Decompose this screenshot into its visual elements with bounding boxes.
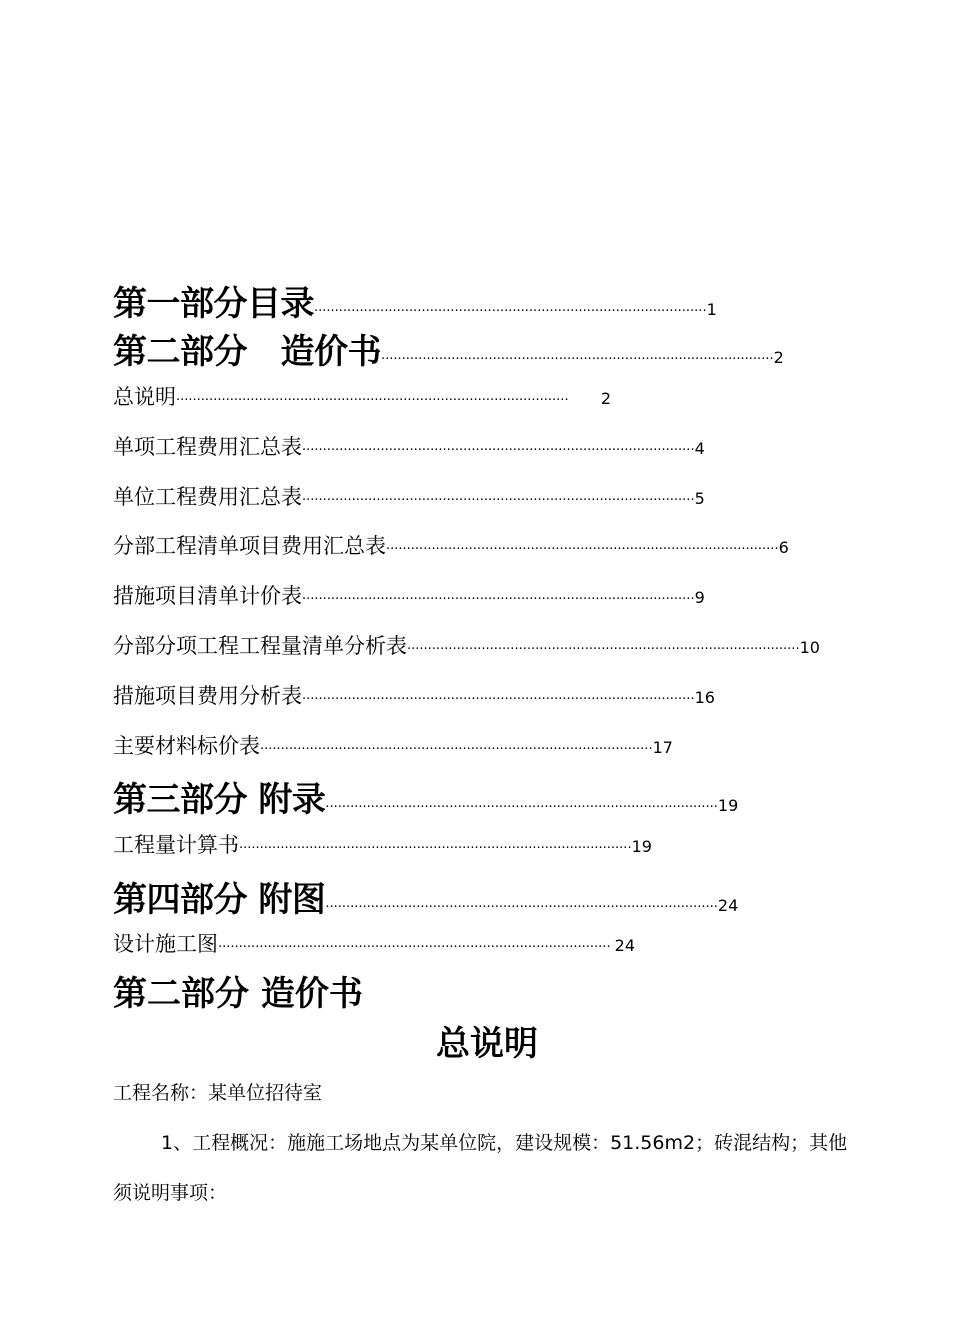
toc-page-number: 6: [778, 538, 789, 557]
summary-heading: 总说明: [436, 1024, 538, 1064]
toc-page-number: 19: [717, 796, 739, 815]
toc-entry: [113, 772, 739, 821]
toc-page-number: 17: [652, 738, 673, 757]
toc-entry: [113, 381, 611, 411]
toc-entry: [113, 276, 717, 325]
toc-leader-dots: ·······························································································: [260, 742, 653, 757]
toc-entry: [113, 530, 789, 560]
toc-leader-dots: ·······························································································: [239, 841, 632, 856]
toc-leader-dots: ·······························································································: [386, 542, 779, 557]
toc-leader-dots: ·······························································································: [302, 493, 695, 508]
toc-page-number: 24: [614, 936, 635, 955]
toc-entry: [113, 580, 705, 610]
toc-entry-title: 分部分项工程工程量清单分析表: [113, 634, 407, 658]
toc-entry: [113, 829, 652, 859]
toc-leader-dots: ·······························································································: [302, 443, 695, 458]
toc-entry: [113, 680, 715, 710]
toc-page-number: 16: [694, 688, 715, 707]
toc-entry-title: 设计施工图: [113, 932, 218, 956]
toc-entry-title: 第二部分 造价书: [113, 332, 381, 372]
toc-leader-dots: ·······························································································: [407, 642, 800, 657]
toc-entry-title: 措施项目清单计价表: [113, 584, 302, 608]
toc-leader-dots: ·······························································································: [176, 393, 569, 408]
toc-leader-dots: ·······························································································: [381, 352, 774, 367]
toc-leader-dots: ·······························································································: [302, 592, 695, 607]
toc-page-number: 1: [706, 300, 717, 319]
toc-entry: [113, 730, 673, 760]
toc-entry: [113, 324, 784, 373]
toc-entry: [113, 928, 635, 958]
toc-page-number: 5: [694, 489, 705, 508]
toc-entry-title: 第四部分 附图: [113, 880, 326, 920]
toc-page-number: 24: [717, 896, 739, 915]
project-overview-line: 1、工程概况：施施工场地点为某单位院，建设规模：51.56m2；砖混结构；其他: [161, 1132, 848, 1154]
toc-leader-dots: ·······························································································: [314, 304, 707, 319]
toc-entry-title: 分部工程清单项目费用汇总表: [113, 534, 386, 558]
toc-page-number: 4: [694, 439, 705, 458]
toc-entry-title: 第一部分目录: [113, 284, 314, 324]
project-overview-line: 须说明事项：: [113, 1182, 228, 1204]
toc-entry: [113, 872, 739, 921]
toc-entry: [113, 630, 820, 660]
toc-leader-dots: ·······························································································: [218, 940, 611, 955]
toc-page-number: 9: [694, 588, 705, 607]
toc-entry-title: 单位工程费用汇总表: [113, 485, 302, 509]
toc-entry-title: 主要材料标价表: [113, 734, 260, 758]
toc-entry-title: 第三部分 附录: [113, 780, 326, 820]
toc-page-number: 10: [799, 638, 820, 657]
toc-entry: [113, 431, 705, 461]
project-name: 工程名称：某单位招待室: [113, 1082, 323, 1104]
toc-entry-title: 措施项目费用分析表: [113, 684, 302, 708]
toc-page-number: 2: [600, 389, 611, 408]
toc-entry-title: 总说明: [113, 385, 176, 409]
toc-entry-title: 工程量计算书: [113, 833, 239, 857]
toc-page-number: 19: [631, 837, 652, 856]
toc-page-number: 2: [773, 348, 784, 367]
toc-entry-title: 单项工程费用汇总表: [113, 435, 302, 459]
toc-entry: [113, 481, 705, 511]
toc-leader-dots: ·······························································································: [325, 900, 718, 915]
toc-leader-dots: ·······························································································: [302, 692, 695, 707]
part-heading: 第二部分 造价书: [113, 974, 363, 1014]
toc-leader-dots: ·······························································································: [325, 800, 718, 815]
